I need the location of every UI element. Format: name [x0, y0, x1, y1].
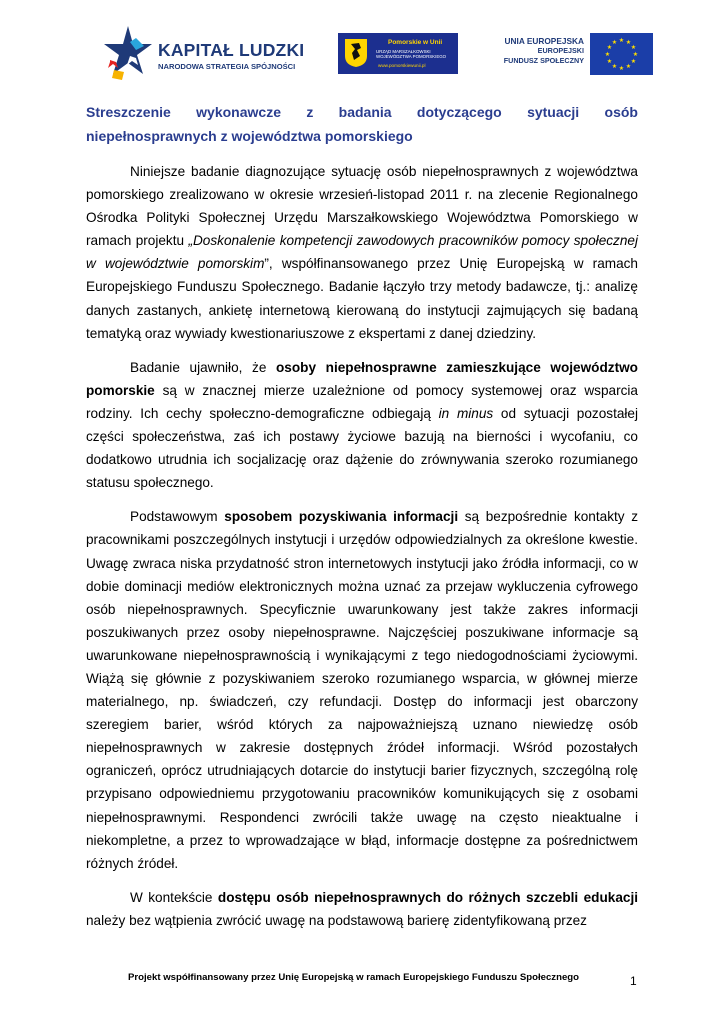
eu-label-line3: FUNDUSZ SPOŁECZNY [503, 56, 584, 65]
paragraph-1-project-title: „Doskonalenie kompetencji zawodowych pracowników pomocy społecznej w województwie pomorskim [86, 233, 638, 272]
eu-label-line2: EUROPEJSKI [537, 46, 584, 55]
svg-text:★: ★ [630, 44, 637, 51]
paragraph-4-text-a: W kontekście [130, 889, 218, 905]
page-header [0, 0, 724, 90]
eu-flag-icon [590, 33, 653, 75]
svg-text:★: ★ [604, 51, 611, 58]
paragraph-2-text-a: Badanie ujawniło, że [130, 359, 276, 375]
document-heading: Streszczenie wykonawcze z badania dotyczącego sytuacji osób niepełnosprawnych z województwa pomorskiego [86, 104, 638, 144]
paragraph-3-text-a: Podstawowym [130, 509, 225, 525]
eu-label-line1: UNIA EUROPEJSKA [504, 36, 584, 46]
eu-fund-label [488, 36, 584, 66]
eu-stars-icon [590, 33, 653, 75]
kapital-ludzki-subtitle: NARODOWA STRATEGIA SPÓJNOŚCI [158, 62, 296, 71]
kapital-ludzki-title: KAPITAŁ LUDZKI [158, 40, 305, 60]
paragraph-1-text-a: Niniejsze badanie diagnozujące sytuację osób niepełnosprawnych z województwa pomorskiego zrealizowano w okresie wrzesień-listopad 2011 r. na zlecenie Regionalnego Ośrodka Polityki Społecznej Urzędu Marszałkowskiego Województwa Pomorskiego w ramach projektu [86, 164, 638, 249]
paragraph-1 [86, 160, 638, 345]
svg-text:★: ★ [611, 63, 618, 70]
pomorskie-w-unii-logo [338, 33, 458, 74]
pomorskie-office-line2: WOJEWÓDZTWA POMORSKIEGO [376, 54, 447, 59]
paragraph-2-italic: in minus [438, 405, 494, 421]
page-number: 1 [630, 974, 637, 988]
svg-text:★: ★ [632, 51, 639, 58]
pomorskie-office [376, 49, 446, 59]
svg-text:★: ★ [625, 63, 632, 70]
svg-text:★: ★ [625, 39, 632, 46]
paragraph-4 [86, 886, 638, 932]
paragraph-3-bold: sposobem pozyskiwania informacji [224, 509, 459, 525]
svg-text:★: ★ [606, 58, 613, 65]
svg-text:★: ★ [618, 65, 625, 72]
paragraph-4-text-b: należy bez wątpienia zwrócić uwagę na podstawową barierę zidentyfikowaną przez [86, 912, 587, 928]
paragraph-2-text-c: od sytuacji pozostałej części społeczeństwa, zaś ich postawy życiowe bazują na bierności i wycofaniu, co dodatkowo utrudnia ich socjalizację oraz dążenie do zrównywania szeroko rozumianego statusu społecznego. [86, 405, 639, 491]
paragraph-3 [86, 505, 638, 875]
griffin-crest-icon [344, 38, 368, 68]
page-footer: Projekt współfinansowany przez Unię Europejską w ramach Europejskiego Funduszu Społecznego [128, 972, 579, 983]
svg-text:★: ★ [618, 37, 625, 44]
pomorskie-url: www.pomorskiewunii.pl [378, 63, 426, 68]
paragraph-2-text-b: są w znacznej mierze uzależnione od pomocy systemowej oraz wsparcia rodziny. Ich cechy społeczno-demograficzne odbiegają [86, 382, 638, 421]
svg-text:★: ★ [611, 39, 618, 46]
kapital-ludzki-logo [100, 24, 310, 82]
paragraph-3-text-b: są bezpośrednie kontakty z pracownikami poszczególnych instytucji i urzędów odpowiedzialnych za określone kwestie. Uwagę zwraca niska przydatność stron internetowych instytucji jako źródła informacji, co w dobie dominacji mediów elektronicznych można uznać za przejaw wykluczenia cyfrowego osób niepełnosprawnych. Specyficznie uwarunkowany jest także zakres informacji poszukiwanych przez osoby niepełnosprawne. Najczęściej poszukiwane informacje są uwarunkowane niepełnosprawnością i wynikającymi z tego niedogodnościami życiowymi. Wiążą się głównie z pozyskiwaniem szeroko rozumianego wsparcia, w głównej mierze materialnego, np. świadczeń, czy refundacji. Dostęp do informacji jest obarczony szeregiem barier, wśród których za najpoważniejszą uznano niewiedzę osób niepełnosprawnych w zakresie dostępnych źródeł informacji. Wśród pozostałych ograniczeń, oprócz utrudniających dotarcie do instytucji barier fizycznych, szczególną rolę przypisano odpowiedniemu przygotowaniu pracowników komunikujących się z osobami niepełnosprawnymi. Respondenci zwrócili także uwagę na często nieaktualne i niekompletne, a przez to wprowadzające w błąd, informacje dostępne za pośrednictwem różnych źródeł. [86, 509, 638, 871]
document-body [86, 160, 638, 943]
pomorskie-office-line1: URZĄD MARSZAŁKOWSKI [376, 49, 431, 54]
paragraph-2-bold: osoby niepełnosprawne zamieszkujące województwo pomorskie [86, 359, 638, 398]
paragraph-1-text-b: ”, współfinansowanego przez Unię Europejską w ramach Europejskiego Funduszu Społecznego. Badanie łączyło trzy metody badawcze, tj.: analizę danych zastanych, ankietę internetową kierowaną do instytucji zajmujących się badaną tematyką oraz wywiady kwestionariuszowe z ekspertami z danej dziedziny. [86, 256, 638, 341]
pomorskie-title: Pomorskie w Unii [388, 39, 443, 46]
svg-text:★: ★ [606, 44, 613, 51]
kapital-ludzki-star-icon [100, 24, 156, 82]
paragraph-4-bold: dostępu osób niepełnosprawnych do różnych szczebli edukacji [217, 889, 639, 905]
paragraph-2 [86, 356, 638, 495]
svg-text:★: ★ [630, 58, 637, 65]
